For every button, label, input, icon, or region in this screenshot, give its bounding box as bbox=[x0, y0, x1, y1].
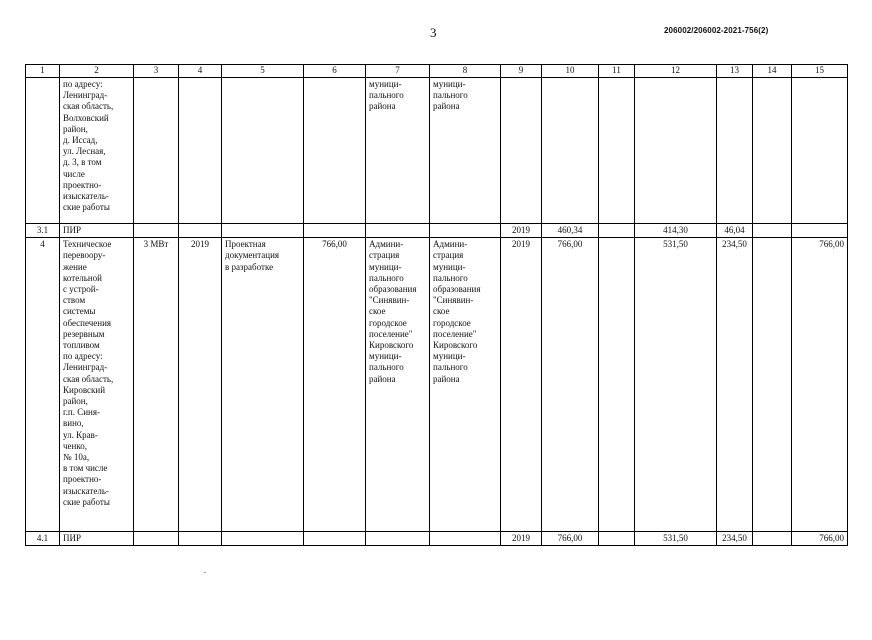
cell-owner bbox=[430, 224, 501, 238]
cell-col14 bbox=[753, 238, 792, 532]
cell-year-plan: 2019 bbox=[501, 224, 542, 238]
cell-owner: муници- пального района bbox=[430, 78, 501, 224]
cell-status bbox=[222, 532, 304, 546]
column-header: 11 bbox=[599, 65, 635, 78]
cell-customer: муници- пального района bbox=[366, 78, 430, 224]
cell-status bbox=[222, 78, 304, 224]
cell-cost bbox=[304, 224, 366, 238]
cell-col12: 531,50 bbox=[635, 238, 717, 532]
cell-col13: 234,50 bbox=[717, 238, 753, 532]
cell-customer bbox=[366, 224, 430, 238]
cell-col12 bbox=[635, 78, 717, 224]
cell-owner: Админи- страция муници- пального образования "Синявин- ское городское поселение" Кировского муници- пального района bbox=[430, 238, 501, 532]
cell-object-name: по адресу: Ленинград- ская область, Волховский район, д. Иссад, ул. Лесная, д. 3, в том числе проектно- изыскатель- ские работы bbox=[60, 78, 134, 224]
cell-number: 4 bbox=[26, 238, 60, 532]
cell-col11 bbox=[599, 532, 635, 546]
column-header: 3 bbox=[134, 65, 179, 78]
cell-status: Проектная документация в разработке bbox=[222, 238, 304, 532]
column-header: 13 bbox=[717, 65, 753, 78]
cell-capacity bbox=[134, 224, 179, 238]
column-header: 5 bbox=[222, 65, 304, 78]
cell-total bbox=[542, 78, 599, 224]
cell-customer bbox=[366, 532, 430, 546]
document-id: 206002/206002-2021-756(2) bbox=[664, 26, 769, 35]
cell-year bbox=[179, 224, 222, 238]
column-header: 1 bbox=[26, 65, 60, 78]
cell-cost bbox=[304, 78, 366, 224]
cell-col13: 46,04 bbox=[717, 224, 753, 238]
cell-number: 4.1 bbox=[26, 532, 60, 546]
cell-year bbox=[179, 78, 222, 224]
table-row-4-1 bbox=[26, 532, 848, 546]
column-header: 15 bbox=[792, 65, 848, 78]
cell-year-plan: 2019 bbox=[501, 532, 542, 546]
cell-col14 bbox=[753, 532, 792, 546]
column-header: 2 bbox=[60, 65, 134, 78]
column-number-row bbox=[26, 65, 848, 78]
cell-col12: 531,50 bbox=[635, 532, 717, 546]
cell-capacity bbox=[134, 78, 179, 224]
cell-col13: 234,50 bbox=[717, 532, 753, 546]
cell-col15 bbox=[792, 78, 848, 224]
cell-object-name: ПИР bbox=[60, 224, 134, 238]
table-row-4 bbox=[26, 238, 848, 532]
column-header: 10 bbox=[542, 65, 599, 78]
cell-col15: 766,00 bbox=[792, 238, 848, 532]
cell-cost bbox=[304, 532, 366, 546]
cell-col11 bbox=[599, 238, 635, 532]
cell-cost: 766,00 bbox=[304, 238, 366, 532]
cell-status bbox=[222, 224, 304, 238]
cell-year-plan: 2019 bbox=[501, 238, 542, 532]
cell-total: 766,00 bbox=[542, 238, 599, 532]
cell-owner bbox=[430, 532, 501, 546]
column-header: 7 bbox=[366, 65, 430, 78]
investment-program-table bbox=[25, 64, 848, 546]
column-header: 9 bbox=[501, 65, 542, 78]
cell-year bbox=[179, 532, 222, 546]
cell-customer: Админи- страция муници- пального образования "Синявин- ское городское поселение" Кировского муници- пального района bbox=[366, 238, 430, 532]
cell-col14 bbox=[753, 78, 792, 224]
cell-number bbox=[26, 78, 60, 224]
column-header: 14 bbox=[753, 65, 792, 78]
scan-speck bbox=[204, 572, 206, 573]
page-number: 3 bbox=[430, 25, 437, 40]
cell-col14 bbox=[753, 224, 792, 238]
cell-col15 bbox=[792, 224, 848, 238]
cell-col13 bbox=[717, 78, 753, 224]
column-header: 8 bbox=[430, 65, 501, 78]
cell-col11 bbox=[599, 78, 635, 224]
table-row-3-1 bbox=[26, 224, 848, 238]
column-header: 12 bbox=[635, 65, 717, 78]
cell-total: 460,34 bbox=[542, 224, 599, 238]
cell-col11 bbox=[599, 224, 635, 238]
cell-object-name: ПИР bbox=[60, 532, 134, 546]
cell-year: 2019 bbox=[179, 238, 222, 532]
cell-col12: 414,30 bbox=[635, 224, 717, 238]
cell-col15: 766,00 bbox=[792, 532, 848, 546]
cell-object-name: Техническое перевоору- жение котельной с устрой- ством системы обеспечения резервным топливом по адресу: Ленинград- ская область, Кировский район, г.п. Синя- вино, ул. Крав- ченко, № 10а, в том числе проектно- изыскатель- ские работы bbox=[60, 238, 134, 532]
cell-year-plan bbox=[501, 78, 542, 224]
cell-capacity: 3 МВт bbox=[134, 238, 179, 532]
cell-capacity bbox=[134, 532, 179, 546]
cell-total: 766,00 bbox=[542, 532, 599, 546]
table-row-continuation bbox=[26, 78, 848, 224]
column-header: 6 bbox=[304, 65, 366, 78]
cell-number: 3.1 bbox=[26, 224, 60, 238]
column-header: 4 bbox=[179, 65, 222, 78]
